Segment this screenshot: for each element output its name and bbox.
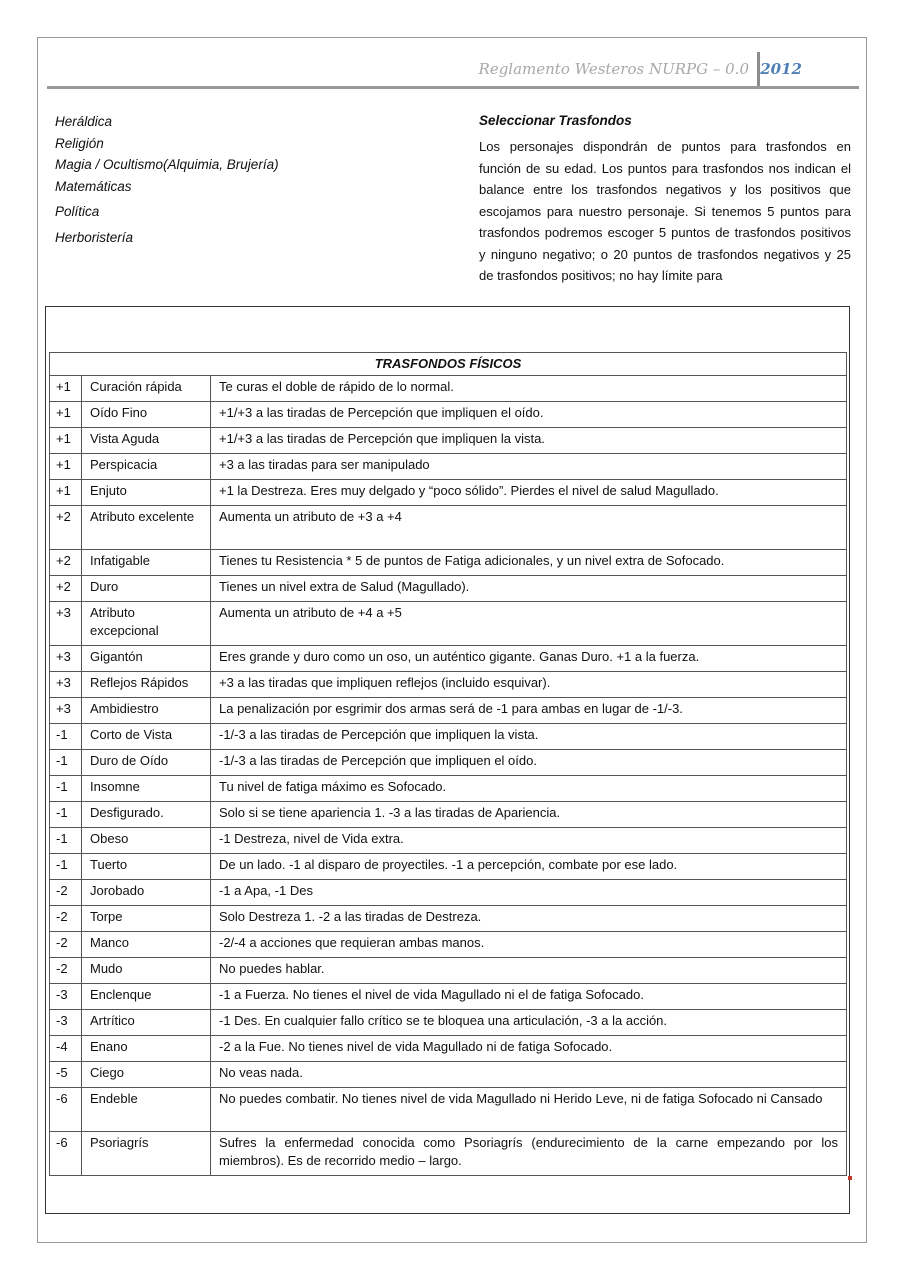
trait-effect: -1/-3 a las tiradas de Percepción que impliquen el oído. bbox=[211, 750, 847, 776]
trait-name: Psoriagrís bbox=[82, 1132, 211, 1176]
document-year: 2012 bbox=[760, 60, 802, 78]
trait-cost: +1 bbox=[50, 480, 82, 506]
trait-effect: La penalización por esgrimir dos armas será de -1 para ambas en lugar de -1/-3. bbox=[211, 698, 847, 724]
table-row bbox=[50, 958, 847, 984]
trait-cost: -2 bbox=[50, 958, 82, 984]
skill-item: Religión bbox=[55, 135, 104, 151]
trait-name: Ambidiestro bbox=[82, 698, 211, 724]
trait-name: Infatigable bbox=[82, 550, 211, 576]
table-row bbox=[50, 602, 847, 646]
trait-name: Reflejos Rápidos bbox=[82, 672, 211, 698]
trait-cost: -1 bbox=[50, 724, 82, 750]
trait-name: Manco bbox=[82, 932, 211, 958]
trait-name: Tuerto bbox=[82, 854, 211, 880]
trait-cost: +3 bbox=[50, 698, 82, 724]
trait-cost: -1 bbox=[50, 802, 82, 828]
table-row bbox=[50, 776, 847, 802]
trait-effect: Sufres la enfermedad conocida como Psoriagrís (endurecimiento de la carne empezando por los miembros). Es de recorrido medio – largo. bbox=[211, 1132, 847, 1176]
trait-cost: -2 bbox=[50, 906, 82, 932]
trait-effect: Tu nivel de fatiga máximo es Sofocado. bbox=[211, 776, 847, 802]
table-row bbox=[50, 854, 847, 880]
trait-name: Atributo excepcional bbox=[82, 602, 211, 646]
trait-cost: -6 bbox=[50, 1132, 82, 1176]
trait-name: Vista Aguda bbox=[82, 428, 211, 454]
trait-effect: No puedes hablar. bbox=[211, 958, 847, 984]
trait-effect: -1 Des. En cualquier fallo crítico se te bloquea una articulación, -3 a la acción. bbox=[211, 1010, 847, 1036]
trait-effect: -2 a la Fue. No tienes nivel de vida Magullado ni de fatiga Sofocado. bbox=[211, 1036, 847, 1062]
trait-effect: Aumenta un atributo de +4 a +5 bbox=[211, 602, 847, 646]
table-row bbox=[50, 802, 847, 828]
trait-name: Artrítico bbox=[82, 1010, 211, 1036]
table-row bbox=[50, 454, 847, 480]
table-row bbox=[50, 428, 847, 454]
trait-cost: -3 bbox=[50, 984, 82, 1010]
trait-effect: Solo si se tiene apariencia 1. -3 a las tiradas de Apariencia. bbox=[211, 802, 847, 828]
table-row bbox=[50, 646, 847, 672]
trasfondos-table bbox=[49, 352, 847, 1176]
table-row bbox=[50, 1088, 847, 1132]
trait-cost: -1 bbox=[50, 854, 82, 880]
trait-name: Enclenque bbox=[82, 984, 211, 1010]
table-row bbox=[50, 672, 847, 698]
trait-cost: +2 bbox=[50, 506, 82, 550]
trait-cost: -2 bbox=[50, 880, 82, 906]
table-row bbox=[50, 932, 847, 958]
document-title: Reglamento Westeros NURPG – 0.0 bbox=[478, 60, 749, 78]
trait-cost: -2 bbox=[50, 932, 82, 958]
trait-name: Ciego bbox=[82, 1062, 211, 1088]
trait-name: Mudo bbox=[82, 958, 211, 984]
skill-item: Herboristería bbox=[55, 229, 134, 245]
skill-item: Heráldica bbox=[55, 114, 113, 129]
trait-name: Endeble bbox=[82, 1088, 211, 1132]
trait-effect: -2/-4 a acciones que requieran ambas manos. bbox=[211, 932, 847, 958]
trait-cost: +3 bbox=[50, 646, 82, 672]
table-row bbox=[50, 1010, 847, 1036]
trait-effect: De un lado. -1 al disparo de proyectiles. -1 a percepción, combate por ese lado. bbox=[211, 854, 847, 880]
section-heading: Seleccionar Trasfondos bbox=[479, 113, 632, 128]
table-row bbox=[50, 880, 847, 906]
trait-name: Enano bbox=[82, 1036, 211, 1062]
trait-name: Obeso bbox=[82, 828, 211, 854]
trait-cost: -1 bbox=[50, 750, 82, 776]
trait-name: Corto de Vista bbox=[82, 724, 211, 750]
trait-cost: -1 bbox=[50, 776, 82, 802]
trait-name: Duro de Oído bbox=[82, 750, 211, 776]
trait-cost: +2 bbox=[50, 576, 82, 602]
trait-cost: +1 bbox=[50, 454, 82, 480]
table-row bbox=[50, 984, 847, 1010]
trait-name: Duro bbox=[82, 576, 211, 602]
trait-name: Desfigurado. bbox=[82, 802, 211, 828]
trait-effect: Tienes tu Resistencia * 5 de puntos de Fatiga adicionales, y un nivel extra de Sofocado. bbox=[211, 550, 847, 576]
trait-name: Curación rápida bbox=[82, 376, 211, 402]
trait-effect: No puedes combatir. No tienes nivel de vida Magullado ni Herido Leve, ni de fatiga Sofocado ni Cansado bbox=[211, 1088, 847, 1132]
trait-effect: No veas nada. bbox=[211, 1062, 847, 1088]
header-rule bbox=[47, 86, 859, 89]
trait-name: Torpe bbox=[82, 906, 211, 932]
table-row bbox=[50, 1132, 847, 1176]
trait-effect: -1 a Apa, -1 Des bbox=[211, 880, 847, 906]
skills-list bbox=[55, 111, 279, 248]
table-row bbox=[50, 828, 847, 854]
trait-effect: Solo Destreza 1. -2 a las tiradas de Destreza. bbox=[211, 906, 847, 932]
trait-cost: +1 bbox=[50, 376, 82, 402]
trait-effect: Eres grande y duro como un oso, un auténtico gigante. Ganas Duro. +1 a la fuerza. bbox=[211, 646, 847, 672]
table-row bbox=[50, 1062, 847, 1088]
trait-effect: Te curas el doble de rápido de lo normal. bbox=[211, 376, 847, 402]
trait-name: Gigantón bbox=[82, 646, 211, 672]
table-row bbox=[50, 576, 847, 602]
trait-effect: Aumenta un atributo de +3 a +4 bbox=[211, 506, 847, 550]
table-row bbox=[50, 698, 847, 724]
trait-name: Atributo excelente bbox=[82, 506, 211, 550]
trait-name: Oído Fino bbox=[82, 402, 211, 428]
trait-effect: -1/-3 a las tiradas de Percepción que impliquen la vista. bbox=[211, 724, 847, 750]
skill-item: Política bbox=[55, 204, 100, 219]
table-row bbox=[50, 550, 847, 576]
trait-cost: +2 bbox=[50, 550, 82, 576]
section-body: Los personajes dispondrán de puntos para trasfondos en función de su edad. Los puntos para trasfondos nos indican el balance entre los trasfondos negativos y los positivos que escojamos para nuestro personaje. Si tenemos 5 puntos para trasfondos podremos escoger 5 puntos de trasfondos positivos y ninguno negativo; o 20 puntos de trasfondos negativos y 25 de trasfondos positivos; no hay límite para bbox=[479, 139, 851, 283]
trasfondos-section bbox=[479, 111, 851, 289]
trait-effect: +3 a las tiradas para ser manipulado bbox=[211, 454, 847, 480]
trait-cost: -4 bbox=[50, 1036, 82, 1062]
trait-effect: +3 a las tiradas que impliquen reflejos (incluido esquivar). bbox=[211, 672, 847, 698]
trait-effect: -1 Destreza, nivel de Vida extra. bbox=[211, 828, 847, 854]
trait-effect: +1/+3 a las tiradas de Percepción que impliquen el oído. bbox=[211, 402, 847, 428]
trait-cost: +3 bbox=[50, 602, 82, 646]
trait-cost: -3 bbox=[50, 1010, 82, 1036]
trait-effect: Tienes un nivel extra de Salud (Magullado). bbox=[211, 576, 847, 602]
table-body bbox=[50, 376, 847, 1176]
trait-cost: -5 bbox=[50, 1062, 82, 1088]
table-row bbox=[50, 1036, 847, 1062]
trait-cost: -6 bbox=[50, 1088, 82, 1132]
table-row bbox=[50, 906, 847, 932]
trait-cost: +3 bbox=[50, 672, 82, 698]
trait-cost: +1 bbox=[50, 428, 82, 454]
trait-name: Insomne bbox=[82, 776, 211, 802]
table-row bbox=[50, 750, 847, 776]
trait-cost: -1 bbox=[50, 828, 82, 854]
trait-cost: +1 bbox=[50, 402, 82, 428]
page-mark bbox=[848, 1176, 852, 1180]
skill-item: Matemáticas bbox=[55, 178, 132, 194]
skill-item: Magia / Ocultismo(Alquimia, Brujería) bbox=[55, 157, 279, 172]
table-row bbox=[50, 506, 847, 550]
trait-effect: -1 a Fuerza. No tienes el nivel de vida Magullado ni el de fatiga Sofocado. bbox=[211, 984, 847, 1010]
table-row bbox=[50, 402, 847, 428]
trait-effect: +1/+3 a las tiradas de Percepción que impliquen la vista. bbox=[211, 428, 847, 454]
trait-name: Jorobado bbox=[82, 880, 211, 906]
trait-name: Enjuto bbox=[82, 480, 211, 506]
table-row bbox=[50, 480, 847, 506]
table-row bbox=[50, 376, 847, 402]
trait-name: Perspicacia bbox=[82, 454, 211, 480]
page-header bbox=[47, 52, 859, 90]
trait-effect: +1 la Destreza. Eres muy delgado y “poco sólido”. Pierdes el nivel de salud Magullado. bbox=[211, 480, 847, 506]
table-title: TRASFONDOS FÍSICOS bbox=[50, 353, 847, 376]
table-row bbox=[50, 724, 847, 750]
